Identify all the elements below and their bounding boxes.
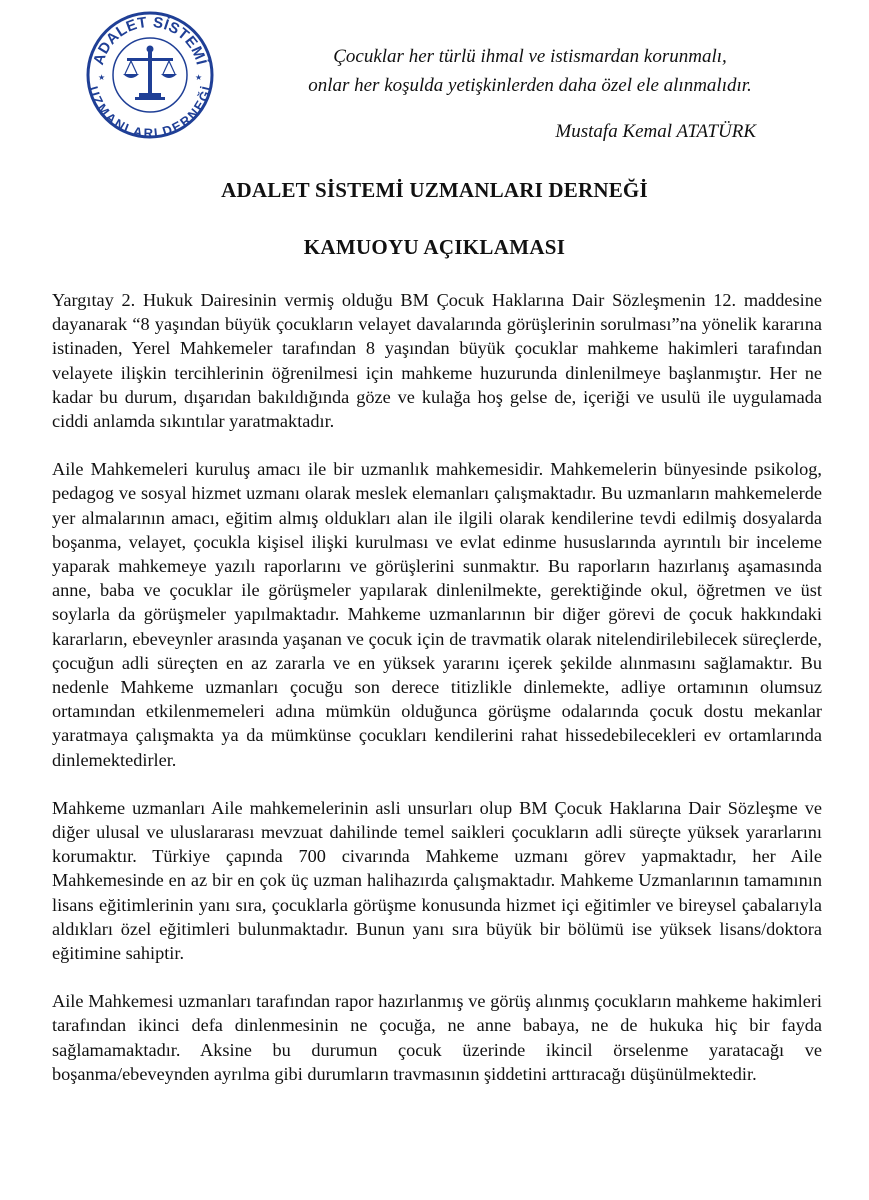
quote-author: Mustafa Kemal ATATÜRK — [555, 121, 756, 142]
document-title: KAMUOYU AÇIKLAMASI — [303, 235, 566, 259]
statement-body — [52, 288, 822, 1110]
logo-text-bottom: UZMANLARI DERNEĞİ — [85, 84, 215, 140]
logo-star-right: ★ — [195, 73, 203, 82]
ataturk-quote — [250, 42, 810, 100]
quote-line-2: onlar her koşulda yetişkinlerden daha özel ele alınmalıdır. — [308, 75, 752, 96]
paragraph-3: Mahkeme uzmanları Aile mahkemelerinin asli unsurları olup BM Çocuk Haklarına Dair Sözleşme ve diğer ulusal ve uluslararası mevzuat dahilinde temel saikleri çocukların adli süreçte yüksek yararlarını korumaktır. Türkiye çapında 700 civarında Mahkeme uzmanı görev yapmaktadır, her Aile Mahkemesinde en az bir en çok üç uzman halihazırda çalışmaktadır. Mahkeme Uzmanlarının tamamının lisans eğitimlerinin yanı sıra, çocuklarla görüşme konusunda hizmet içi eğitimler ve bireysel çabalarıyla aldıkları özel eğitimleri bulunmaktadır. Bunun yanı sıra büyük bir bölümü ise yüksek lisans/doktora eğitimine sahiptir. — [52, 797, 822, 964]
quote-line-1: Çocuklar her türlü ihmal ve istismardan korunmalı, — [333, 46, 727, 67]
paragraph-4: Aile Mahkemesi uzmanları tarafından rapor hazırlanmış ve görüş alınmış çocukların mahkeme hakimleri tarafından ikinci defa dinlenmesinin ne çocuğa, ne anne babaya, ne de hukuka hiç bir fayda sağlamamaktadır. Aksine bu durumun çocuk üzerinde ikincil örselenme yaratacağı ve boşanma/ebeveynden ayrılma gibi durumların travmasının şiddetini arttıracağı düşünülmektedir. — [52, 991, 822, 1084]
organization-title: ADALET SİSTEMİ UZMANLARI DERNEĞİ — [221, 178, 648, 202]
paragraph-2: Aile Mahkemeleri kuruluş amacı ile bir uzmanlık mahkemesidir. Mahkemelerin bünyesinde psikolog, pedagog ve sosyal hizmet uzmanı olarak meslek elemanları çalışmaktadır. Bu uzmanların mahkemelerde yer almalarının amacı, eğitim almış oldukları alan ile ilgili olarak kendilerine tevdi edilmiş dosyalarda boşanma, velayet, çocukla kişisel ilişki kurulması ve evlat edinme hususlarında ayrıntılı bir inceleme yaparak mahkemeye yazılı raporlarını ve görüşlerini sunmaktır. Bu raporların hazırlanış aşamasında anne, baba ve çocuklar ile görüşmeler yapılarak dinlenilmekte, gerektiğinde okul, öğretmen ve üst soylarla da görüşmeler yapılmaktadır. Mahkeme uzmanlarının bir diğer görevi de çocuk hakkındaki kararların, ebeveynler arasında yaşanan ve çocuk için de travmatik olarak nitelendirilebilecek süreçlerde, çocuğun adli süreçten en az zararla ve en yüksek yararını içerek şekilde alınmasını sağlamaktır. Bu nedenle Mahkeme uzmanları çocuğu son derece titizlikle dinlemekte, adliye ortamının olumsuz ortamından etkilenmemeleri adına mümkün olduğunca görüşme odalarında çocuk dostu mekanlar yaratmaya çalışmakta ya da mümkünse çocukları kendilerini rahat hissedebilecekleri ev ortamlarında dinlemektedirler. — [52, 459, 822, 770]
logo-text-top: ADALET SİSTEMİ — [90, 13, 210, 68]
logo-star-left: ★ — [98, 73, 106, 82]
paragraph-1: Yargıtay 2. Hukuk Dairesinin vermiş olduğu BM Çocuk Haklarına Dair Sözleşmenin 12. maddesine dayanarak “8 yaşından büyük çocukların velayet davalarında görüşlerinin sorulması”na yönelik kararına istinaden, Yerel Mahkemeler tarafından 8 yaşından büyük çocuklar mahkeme hakimleri tarafından velayete ilişkin tercihlerinin öğrenilmesi için mahkeme huzurunda dinlenilmeye başlanmıştır. Her ne kadar bu durum, dışarıdan bakıldığında göze ve kulağa hoş gelse de, içeriği ve usulü ile uygulamada ciddi anlamda sıkıntılar yaratmaktadır. — [52, 290, 822, 432]
association-logo — [85, 10, 215, 140]
